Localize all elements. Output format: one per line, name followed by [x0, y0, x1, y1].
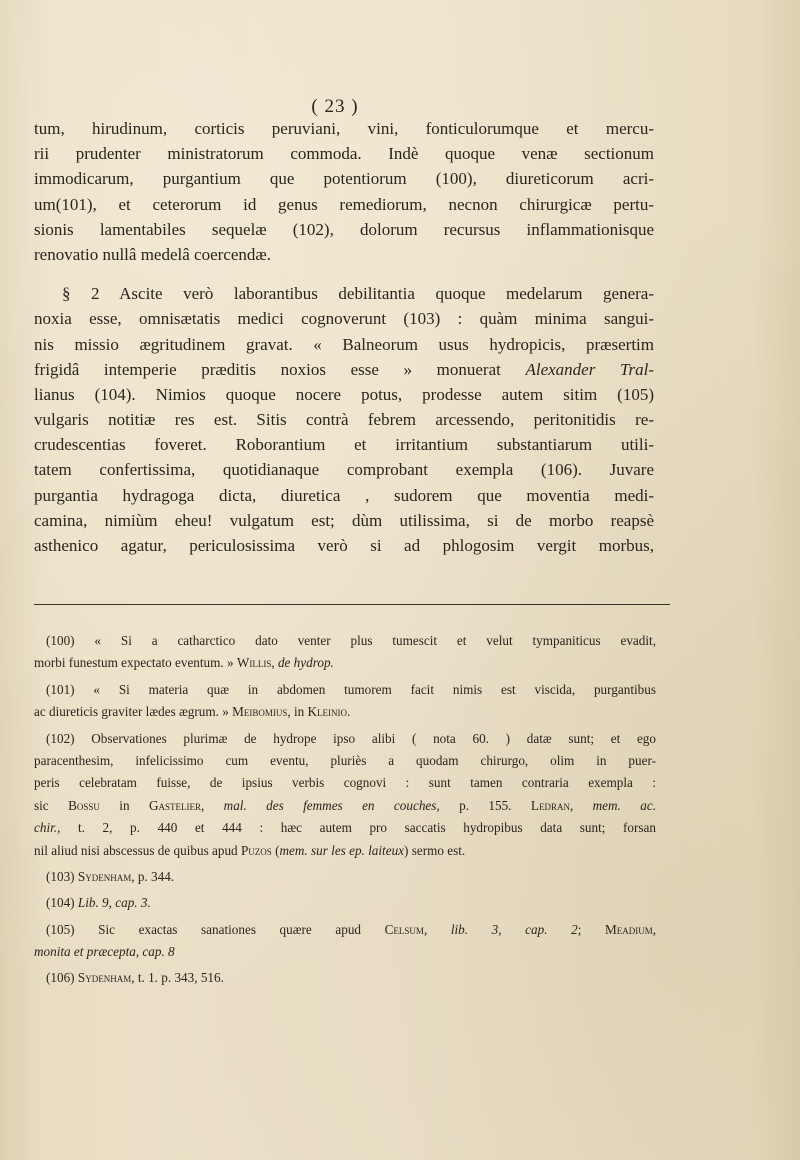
text-span: , [271, 655, 278, 671]
work-title: cap. 8 [142, 944, 175, 960]
text-span: (104) [46, 895, 78, 911]
author-name: Ledran [530, 797, 570, 813]
text-line: § 2 Ascite verò laborantibus debilitantia quoque medelarum genera- [62, 284, 654, 304]
work-title: Lib. 9, cap. 3. [77, 895, 151, 911]
text-span: . [347, 704, 351, 720]
footnote-line [34, 652, 656, 674]
footnote-line: peris celebratam fuisse, de ipsius verbis cognovi : sunt tamen contraria exempla : [34, 775, 656, 791]
text-line: immodicarum, purgantium que potentiorum (100), diureticorum acri- [34, 169, 654, 189]
footnotes [34, 630, 656, 990]
text-span: , [200, 797, 224, 813]
text-span: in [99, 797, 149, 813]
author-name: Bossu [68, 797, 100, 813]
text-line: camina, nimiùm eheu! vulgatum est; dùm utilissima, si de morbo reapsè [34, 510, 654, 530]
footnote-line [34, 701, 656, 723]
text-span: , [569, 797, 593, 813]
work-title: monita et præcepta [34, 944, 136, 960]
work-title: mal. des femmes en couches [223, 797, 437, 813]
footnote-line: (101) « Si materia quæ in abdomen tumorem facit nimis est viscida, purgantibus [46, 681, 656, 697]
text-span: (103) [46, 868, 78, 884]
text-line: um(101), et ceterorum id genus remediorum, necnon chirurgicæ pertu- [34, 194, 654, 214]
text-span: , [423, 921, 451, 937]
work-title: mem. sur les ep. laiteux [279, 842, 405, 858]
author-name: Puzos [240, 842, 272, 858]
text-span: (106) [46, 970, 78, 986]
footnote-line [34, 817, 656, 839]
text-span: ( [271, 842, 280, 858]
paragraph-gap [34, 267, 654, 281]
text-span: , [135, 944, 143, 960]
footnote-line [34, 967, 656, 989]
text-line: asthenico agatur, periculosissima verò si ad phlogosim vergit morbus, [34, 536, 654, 555]
text-span: , p. 155. [436, 797, 531, 813]
page-number: ( 23 ) [311, 96, 359, 117]
main-text [34, 116, 654, 558]
footnote-line: paracenthesim, infelicissimo cum eventu, pluriès a quodam chirurgo, olim in puer- [34, 752, 656, 768]
text-span: , t. 2, p. 440 et 444 : hæc autem pro saccatis hydropibus data sunt; forsan [57, 820, 656, 836]
text-line: tatem confertissima, quotidianaque comprobant exempla (106). Juvare [34, 460, 654, 480]
author-name: Celsum [384, 921, 424, 937]
text-line-alexander [34, 357, 654, 382]
work-title: chir. [34, 820, 58, 836]
footnote-line [34, 795, 656, 817]
text-line: lianus (104). Nimios quoque nocere potus, prodesse autem sitim (105) [34, 384, 654, 404]
author-name: Alexander Tral- [525, 359, 654, 379]
footnote-line [34, 892, 656, 914]
text-line: vulgaris notitiæ res est. Sitis contrà febrem arcessendo, peritonitidis re- [34, 410, 654, 430]
author-name: Kleinio [307, 704, 348, 720]
author-name: Sydenham [77, 868, 132, 884]
text-span: ) sermo est. [404, 842, 466, 858]
text-span: , t. 1. p. 343, 516. [131, 970, 224, 986]
footnote-line [34, 840, 656, 862]
text-line: purgantia hydragoga dicta, diuretica , sudorem que moventia medi- [34, 485, 654, 505]
work-title: mem. ac. [592, 797, 656, 813]
footnote-line [34, 941, 656, 963]
text-span: sic [34, 797, 69, 813]
text-line: sionis lamentabiles sequelæ (102), dolorum recursus inflammationisque [34, 219, 654, 239]
text-span: ac diureticis graviter lædes ægrum. » [34, 704, 233, 720]
text-span: ; [577, 921, 605, 937]
text-line: nis missio ægritudinem gravat. « Balneorum usus hydropicis, præsertim [34, 334, 654, 354]
text-span: , in [287, 704, 308, 720]
text-span: , p. 344. [131, 868, 175, 884]
text-span: (105) Sic exactas sanationes quære apud [46, 921, 385, 937]
footnote-divider [34, 604, 670, 605]
author-name: Gastelier [148, 797, 201, 813]
footnote-line [34, 919, 656, 941]
author-name: Meadium [605, 921, 653, 937]
author-name: Willis [236, 655, 272, 671]
text-line: crudescentias foveret. Roborantium et irritantium substantiarum utili- [34, 435, 654, 455]
text-line: noxia esse, omnisætatis medici cognoverunt (103) : quàm minima sangui- [34, 309, 654, 329]
work-title: de hydrop. [277, 655, 334, 671]
footnote-line [34, 866, 656, 888]
footnote-line: (102) Observationes plurimæ de hydrope ipso alibi ( nota 60. ) datæ sunt; et ego [46, 730, 656, 746]
text-span: frigidâ intemperie præditis noxios esse » monuerat [34, 359, 526, 379]
text-span: morbi funestum expectato eventum. » [34, 655, 237, 671]
text-line: renovatio nullâ medelâ coercendæ. [34, 244, 271, 264]
author-name: Sydenham [77, 970, 132, 986]
text-span: nil aliud nisi abscessus de quibus apud [34, 842, 241, 858]
text-span: , [652, 921, 657, 937]
author-name: Meibomius [232, 704, 288, 720]
work-title: lib. 3, cap. 2 [450, 921, 578, 937]
text-line: tum, hirudinum, corticis peruviani, vini, fonticulorumque et mercu- [34, 119, 654, 138]
text-line: rii prudenter ministratorum commoda. Indè quoque venæ sectionum [34, 144, 654, 164]
footnote-line: (100) « Si a catharctico dato venter plus tumescit et velut tympaniticus evadit, [46, 633, 656, 648]
